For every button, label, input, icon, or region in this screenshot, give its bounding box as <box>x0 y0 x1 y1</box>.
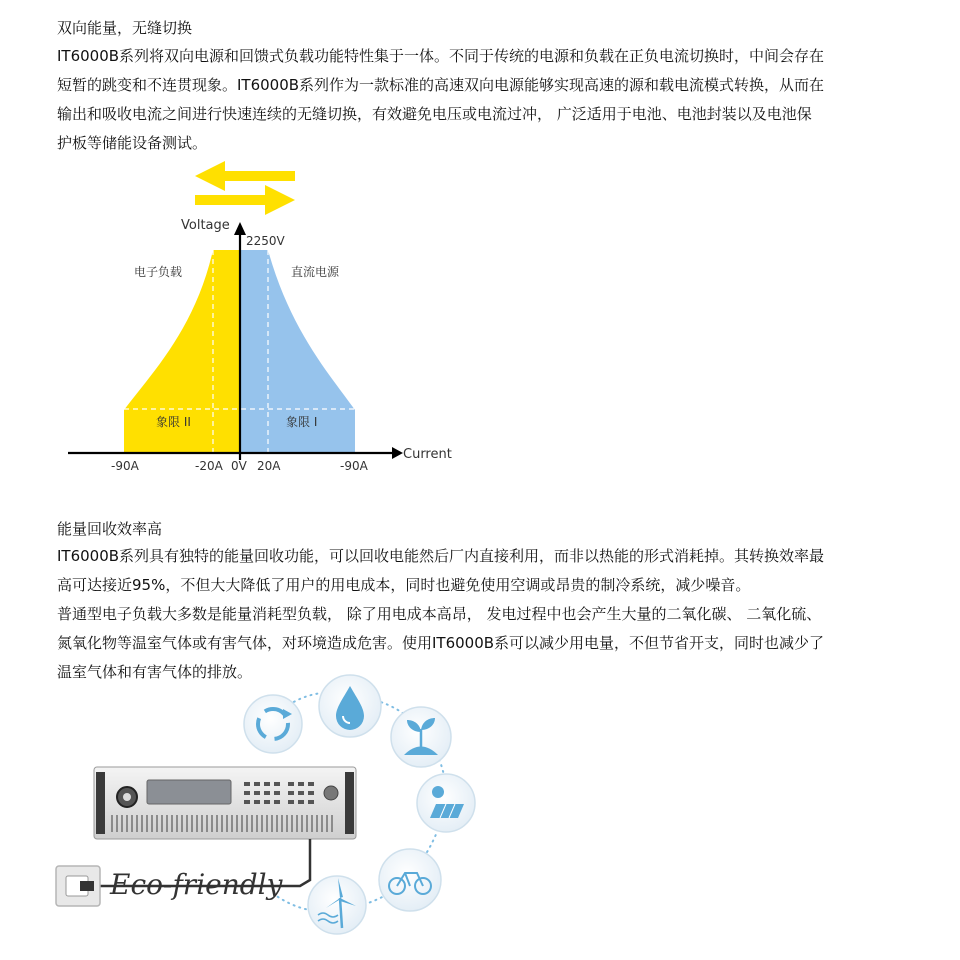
section2-line: IT6000B系列具有独特的能量回收功能，可以回收电能然后厂内直接利用，而非以热能的形式消耗掉。其转换效率最 <box>57 547 825 565</box>
wall-socket-icon <box>56 866 100 906</box>
x-axis-arrow-icon <box>392 447 403 459</box>
section1-line: 短暂的跳变和不连贯现象。IT6000B系列作为一款标准的高速双向电源能够实现高速的源和载电流模式转换，从而在 <box>57 76 825 94</box>
eco-friendly-illustration <box>0 660 520 960</box>
tick-label: -90A <box>340 459 368 473</box>
section2-line: 普通型电子负载大多数是能量消耗型负载， 除了用电成本高昂， 发电过程中也会产生大量的二氧化碳、 二氧化硫、 <box>57 605 822 623</box>
section1-heading: 双向能量，无缝切换 <box>57 19 193 37</box>
tick-label: -20A <box>195 459 223 473</box>
left-region-label: 电子负载 <box>134 265 183 279</box>
recycle-icon <box>244 695 302 753</box>
wind-turbine-icon <box>308 876 366 934</box>
display-screen <box>147 780 231 804</box>
section1-line: IT6000B系列将双向电源和回馈式负载功能特性集于一体。不同于传统的电源和负载在正负电流切换时，中间会存在 <box>57 47 825 65</box>
bicycle-icon <box>379 849 441 911</box>
left-arrow-icon <box>195 161 295 191</box>
quadrant-i-label: 象限 I <box>286 415 318 429</box>
keypad <box>244 782 314 804</box>
y-axis-label: Voltage <box>181 218 230 233</box>
tick-label: 20A <box>257 459 281 473</box>
right-arrow-icon <box>195 185 295 215</box>
section2-line: 氮氧化物等温室气体或有害气体，对环境造成危害。使用IT6000B系可以减少用电量，不但节省开支，同时也减少了 <box>57 634 825 652</box>
tick-label: 0V <box>231 459 247 473</box>
section2-line: 高可达接近95%，不但大大降低了用户的用电成本，同时也避免使用空调或昂贵的制冷系统，减少噪音。 <box>57 576 751 594</box>
section2-line: 温室气体和有害气体的排放。 <box>57 663 253 681</box>
bidirectional-arrows <box>195 161 295 215</box>
section1-line: 护板等储能设备测试。 <box>57 134 208 152</box>
section2-heading: 能量回收效率高 <box>57 520 163 538</box>
sprout-icon <box>391 707 451 767</box>
right-region-label: 直流电源 <box>291 265 340 279</box>
power-supply-instrument <box>94 767 356 839</box>
y-axis-arrow-icon <box>234 222 246 235</box>
quadrant-ii-label: 象限 II <box>156 415 191 429</box>
voltage-current-quadrant-diagram <box>0 150 520 490</box>
tick-label: -90A <box>111 459 139 473</box>
section1-paragraph <box>57 42 917 158</box>
eco-friendly-caption: Eco-friendly <box>110 868 283 901</box>
knob-icon <box>324 786 338 800</box>
water-drop-icon <box>319 675 381 737</box>
x-axis-label: Current <box>403 447 452 462</box>
section1-line: 输出和吸收电流之间进行快速连续的无缝切换，有效避免电压或电流过冲， 广泛适用于电池、电池封装以及电池保 <box>57 105 812 123</box>
voltage-label: 2250V <box>246 234 285 248</box>
solar-panel-icon <box>417 774 475 832</box>
